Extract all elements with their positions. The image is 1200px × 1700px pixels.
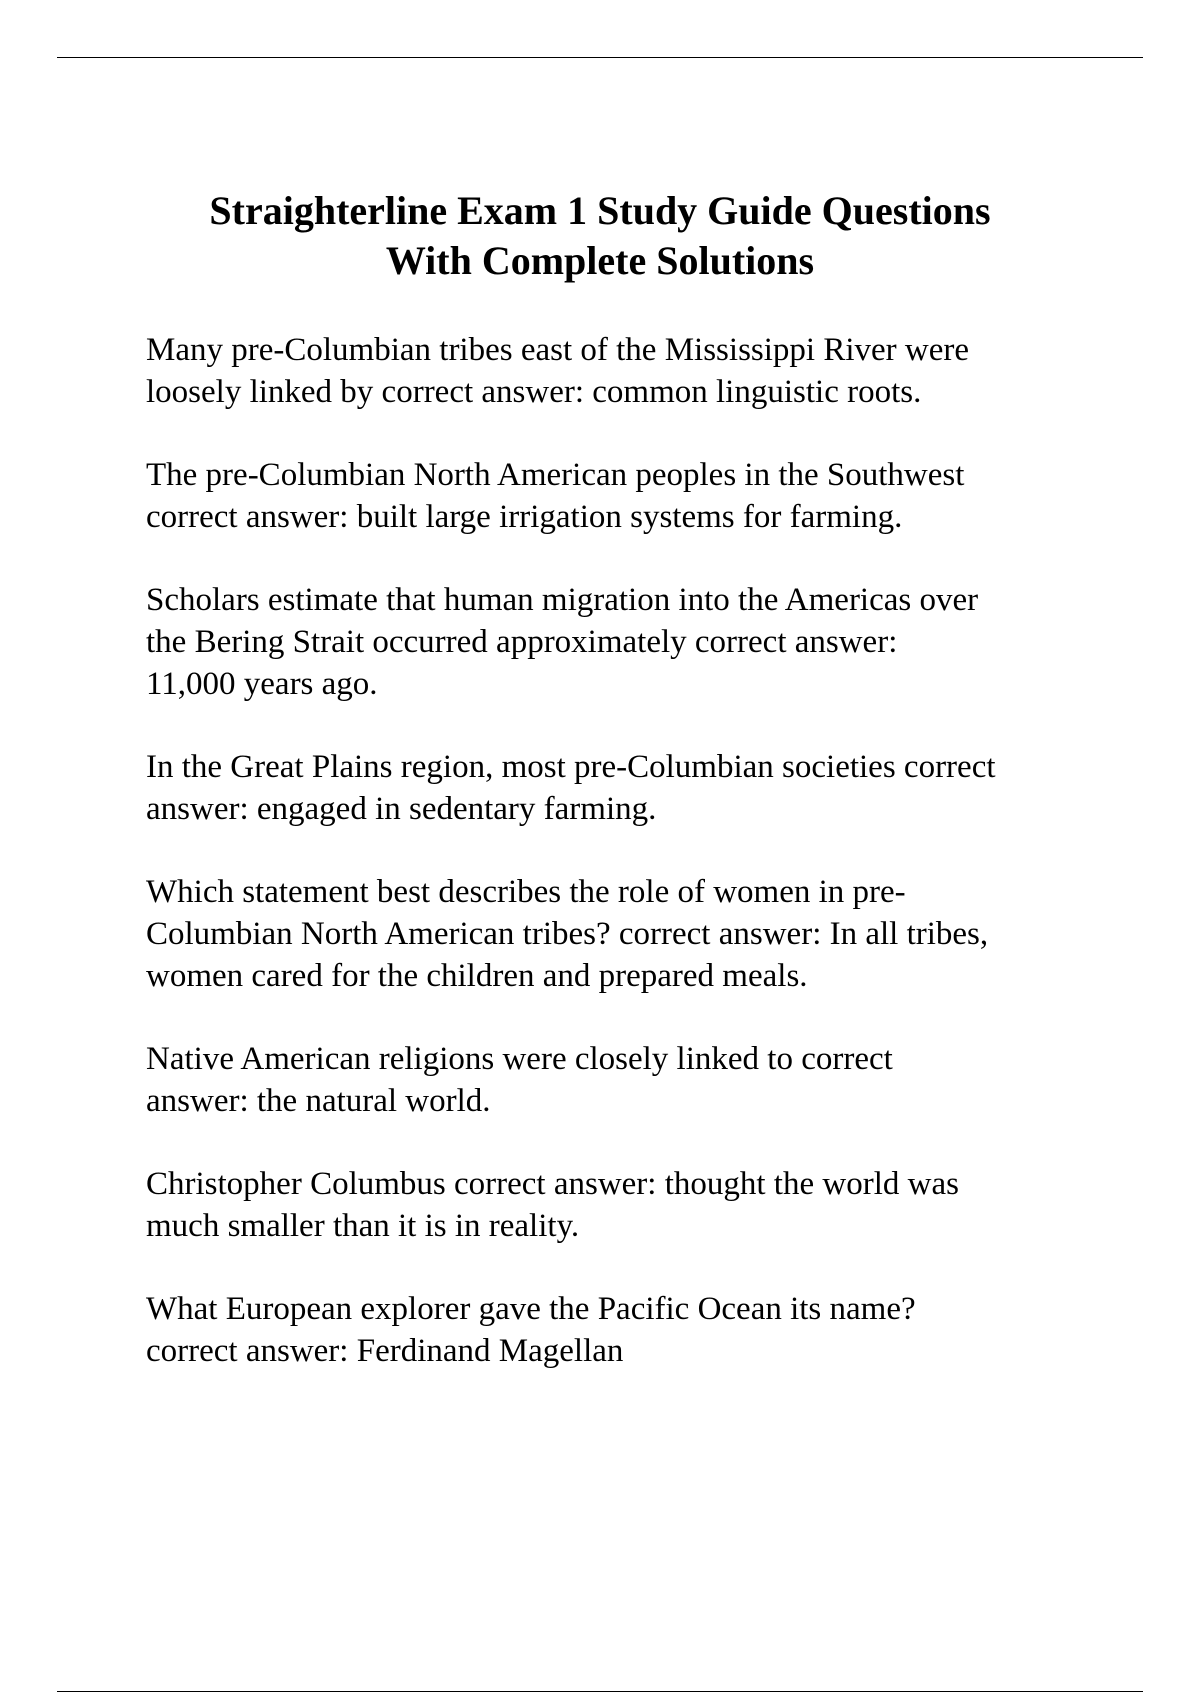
qa-item <box>146 329 1106 413</box>
qa-line: answer: engaged in sedentary farming. <box>146 791 657 827</box>
qa-line: 11,000 years ago. <box>146 666 378 702</box>
qa-line: correct answer: Ferdinand Magellan <box>146 1333 624 1369</box>
qa-line: What European explorer gave the Pacific Ocean its name? <box>146 1291 916 1327</box>
bottom-rule <box>57 1691 1143 1692</box>
qa-line: much smaller than it is in reality. <box>146 1208 580 1244</box>
qa-line: The pre-Columbian North American peoples in the Southwest <box>146 457 965 493</box>
qa-item <box>146 871 1106 997</box>
qa-line: correct answer: built large irrigation systems for farming. <box>146 499 903 535</box>
document-title <box>100 186 1100 286</box>
qa-line: In the Great Plains region, most pre-Columbian societies correct <box>146 749 996 785</box>
qa-item <box>146 1288 1106 1372</box>
qa-line: women cared for the children and prepared meals. <box>146 958 808 994</box>
qa-line: Columbian North American tribes? correct answer: In all tribes, <box>146 916 989 952</box>
top-rule <box>57 57 1143 58</box>
qa-line: Which statement best describes the role of women in pre- <box>146 874 906 910</box>
qa-item <box>146 746 1106 830</box>
qa-line: Native American religions were closely linked to correct <box>146 1041 893 1077</box>
qa-item <box>146 1038 1106 1122</box>
qa-line: answer: the natural world. <box>146 1083 491 1119</box>
qa-line: Scholars estimate that human migration into the Americas over <box>146 582 979 618</box>
title-line: Straighterline Exam 1 Study Guide Questions <box>209 188 991 233</box>
qa-line: the Bering Strait occurred approximately correct answer: <box>146 624 898 660</box>
title-line: With Complete Solutions <box>385 238 815 283</box>
qa-line: Christopher Columbus correct answer: thought the world was <box>146 1166 959 1202</box>
qa-line: Many pre-Columbian tribes east of the Mississippi River were <box>146 332 970 368</box>
question-answer-list <box>146 329 1106 1413</box>
qa-item <box>146 1163 1106 1247</box>
qa-line: loosely linked by correct answer: common linguistic roots. <box>146 374 922 410</box>
qa-item <box>146 454 1106 538</box>
qa-item <box>146 579 1106 705</box>
